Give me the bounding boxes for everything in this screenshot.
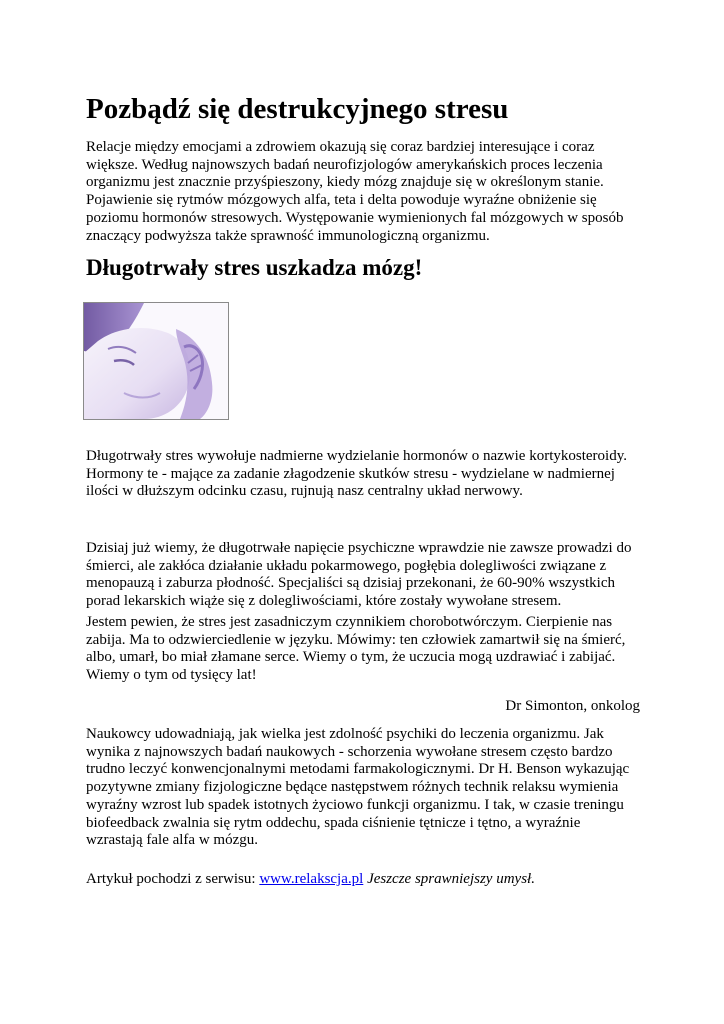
source-prefix: Artykuł pochodzi z serwisu: (86, 871, 256, 887)
intro-paragraph: Relacje między emocjami a zdrowiem okazują się coraz bardziej interesujące i coraz większe. Według najnowszych badań neurofizjologów amerykańskich proces leczenia organizmu jest znacznie przyśpieszony, kiedy mózg znajduje się w określonym stanie. Pojawienie się rytmów mózgowych alfa, teta i delta powoduje wyraźne obniżenie się poziomu hormonów stresowych. Występowanie wymienionych fal mózgowych w sposób znaczący podwyższa także sprawność immunologiczną organizmu. (86, 139, 624, 244)
source-line (86, 871, 640, 889)
section-heading: Długotrwały stres uszkadza mózg! (86, 255, 423, 280)
quote-paragraph: Jestem pewien, że stres jest zasadniczym czynnikiem chorobotwórczym. Cierpienie nas zabija. Ma to odzwierciedlenie w języku. Mówimy: ten człowiek zamartwił się na śmierć, albo, umarł, bo miał złamane serce. Wiemy o tym, że uczucia mogą uzdrawiać i zabijać. Wiemy o tym od tysięcy lat! (86, 614, 626, 684)
stress-paragraph: Długotrwały stres wywołuje nadmierne wydzielanie hormonów o nazwie kortykosteroidy. Hormony te - mające za zadanie złagodzenie skutków stresu - wydzielane w nadmiernej ilości w dłuższym odcinku czasu, rujnują nasz centralny układ nerwowy. (86, 448, 627, 500)
health-paragraph: Dzisiaj już wiemy, że długotrwałe napięcie psychiczne wprawdzie nie zawsze prowadzi do śmierci, ale zakłóca działanie układu pokarmowego, pogłębia dolegliwości związane z menopauzą i zaburza płodność. Specjaliści są dzisiaj przekonani, że 60-90% wszystkich porad lekarskich wiąże się z dolegliwościami, które zostały wywołane stresem. (86, 540, 632, 610)
source-link[interactable]: www.relakscja.pl (259, 871, 364, 887)
photo-illustration (84, 303, 228, 419)
quote-author: Dr Simonton, onkolog (505, 698, 640, 714)
page-title: Pozbądź się destrukcyjnego stresu (86, 93, 509, 125)
woman-headache-photo (83, 302, 229, 420)
research-paragraph: Naukowcy udowadniają, jak wielka jest zdolność psychiki do leczenia organizmu. Jak wynika z najnowszych badań naukowych - schorzenia wywołane stresem często bardzo trudno leczyć konwencjonalnymi metodami farmakologicznymi. Dr H. Benson wykazując pozytywne zmiany fizjologiczne będące następstwem różnych technik relaksu wymienia wyraźny wzrost lub spadek istotnych życiowo funkcji organizmu. I tak, w czasie treningu biofeedback zwalnia się rytm oddechu, spada ciśnienie tętnicze i tętno, a wyraźnie wzrastają fale alfa w mózgu. (86, 726, 630, 849)
source-suffix: Jeszcze sprawniejszy umysł. (367, 871, 535, 887)
